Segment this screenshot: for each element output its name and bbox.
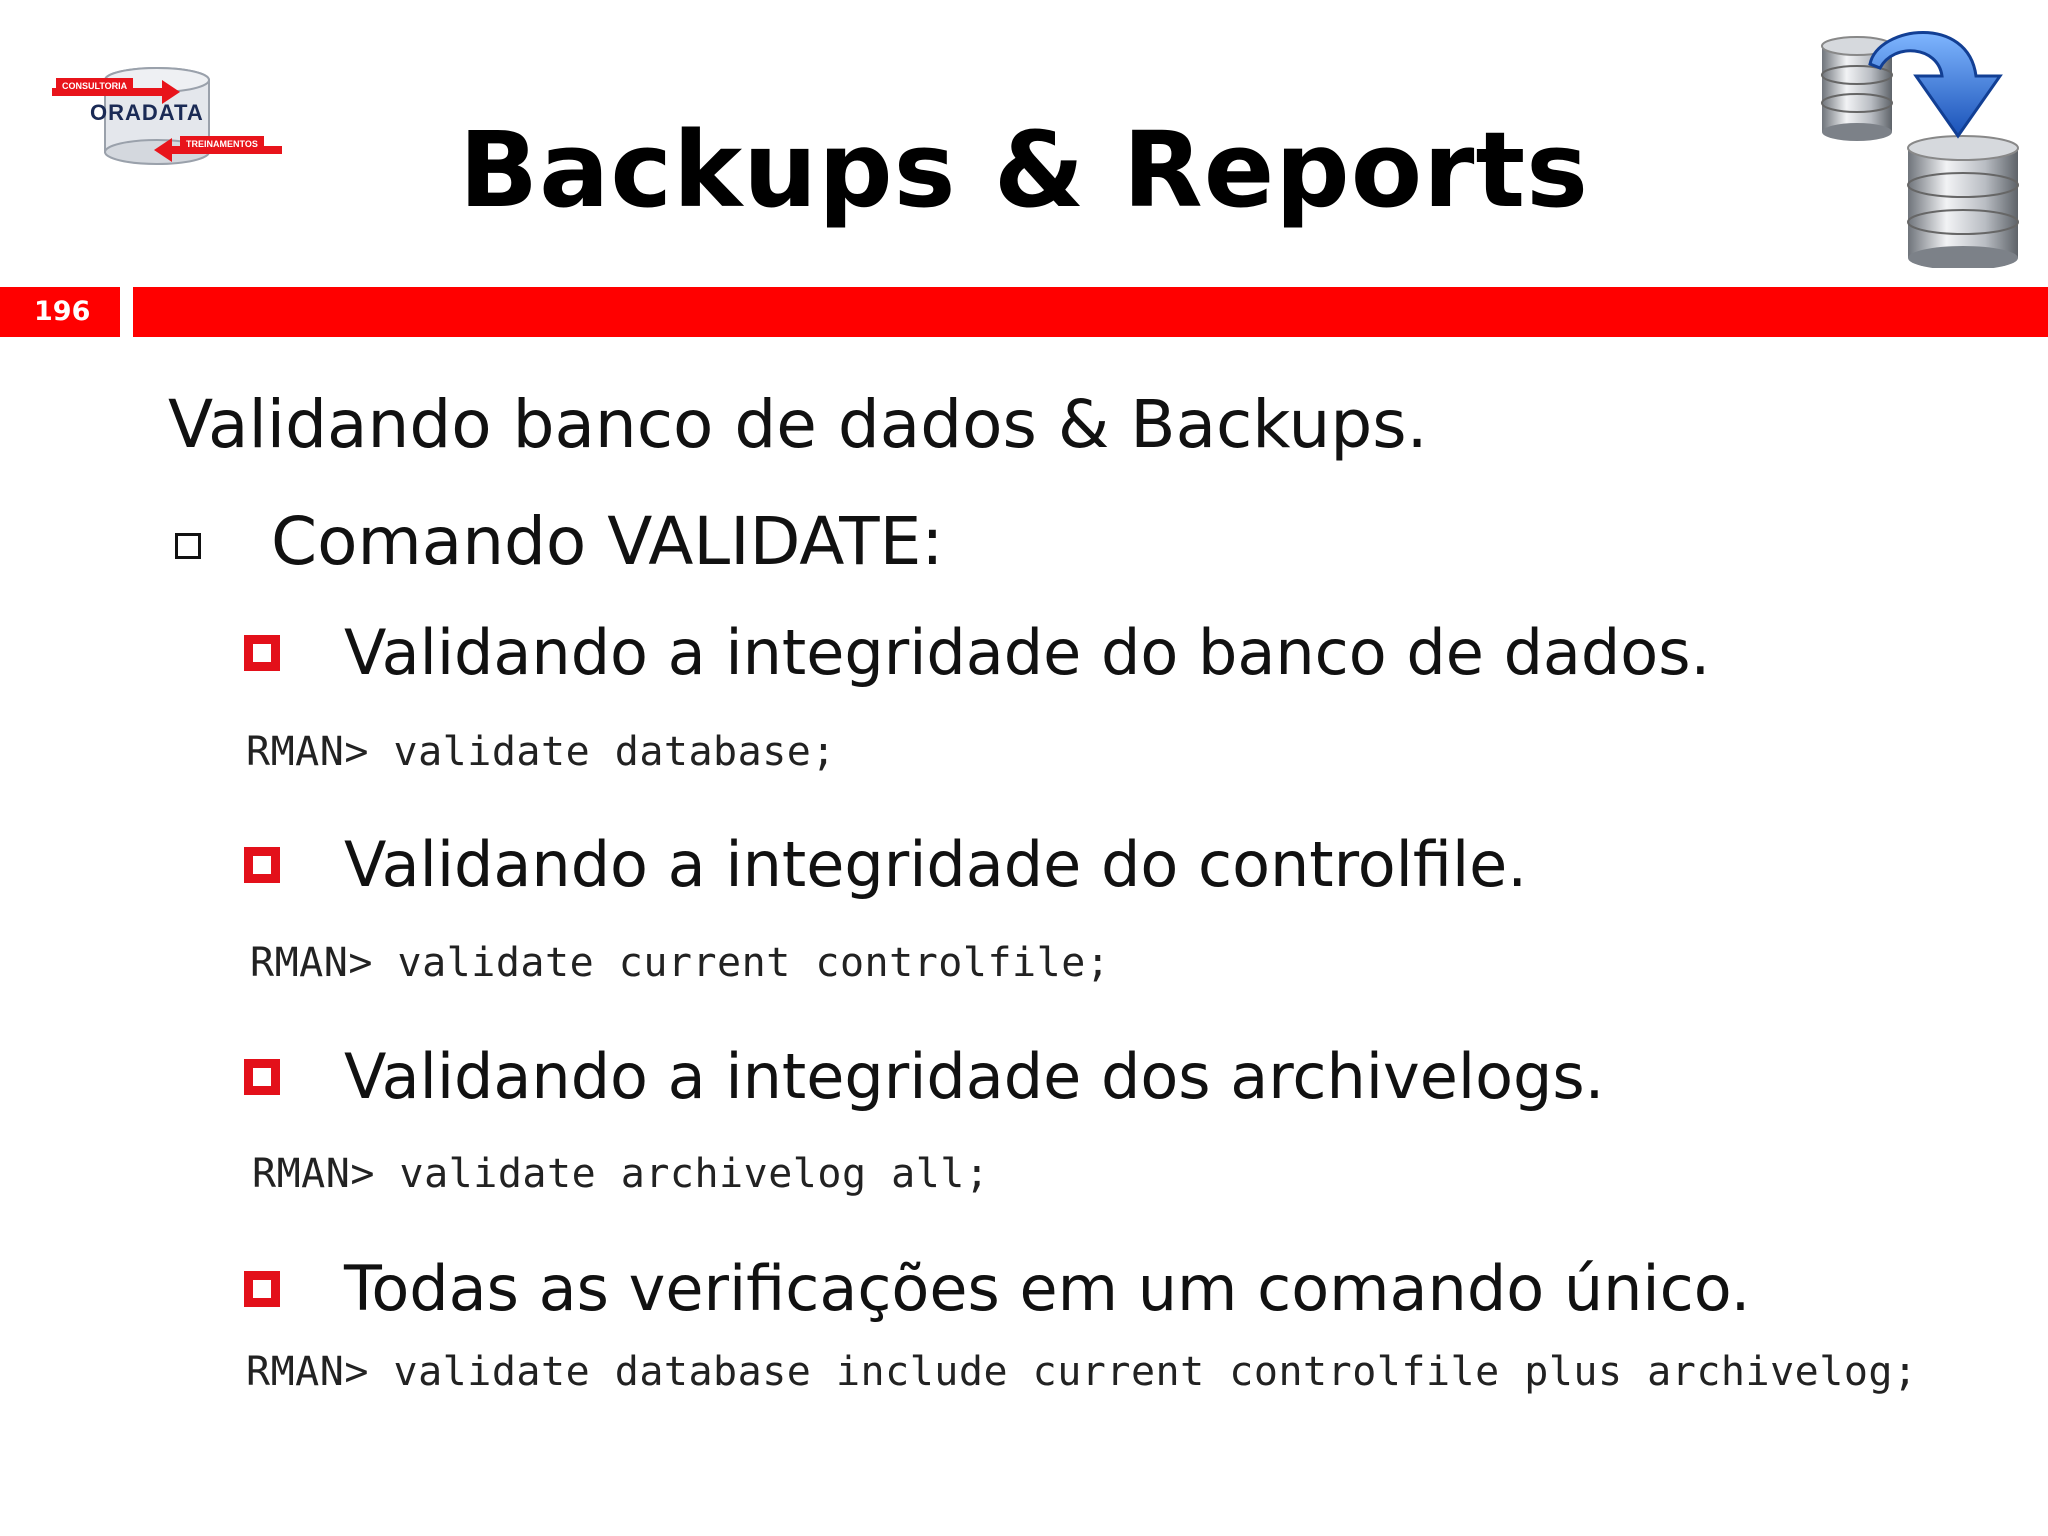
square-bullet-icon: [175, 533, 201, 559]
code-command: RMAN> validate archivelog all;: [252, 1151, 990, 1197]
section-heading: Validando banco de dados & Backups.: [168, 386, 1428, 463]
logo-tag-consultoria: CONSULTORIA: [56, 78, 133, 94]
header-divider: [133, 287, 2048, 337]
code-command: RMAN> validate database;: [246, 729, 836, 775]
list-item-text: Validando a integridade do controlfile.: [344, 828, 1528, 901]
slide-title: Backups & Reports: [458, 109, 1590, 231]
code-command: RMAN> validate current controlfile;: [250, 940, 1111, 986]
red-square-bullet-icon: [244, 1271, 280, 1307]
level1-bullet-text: Comando VALIDATE:: [271, 503, 944, 580]
database-backup-icon: [1818, 18, 2028, 268]
list-item-text: Todas as verificações em um comando único.: [344, 1252, 1751, 1325]
list-item-text: Validando a integridade dos archivelogs.: [344, 1040, 1605, 1113]
red-square-bullet-icon: [244, 635, 280, 671]
logo-tag-treinamentos: TREINAMENTOS: [180, 136, 264, 152]
code-command: RMAN> validate database include current controlfile plus archivelog;: [246, 1349, 1918, 1395]
logo-name: ORADATA: [90, 100, 204, 125]
slide-number: 196: [0, 287, 120, 337]
list-item-text: Validando a integridade do banco de dados.: [344, 616, 1711, 689]
red-square-bullet-icon: [244, 847, 280, 883]
red-square-bullet-icon: [244, 1059, 280, 1095]
